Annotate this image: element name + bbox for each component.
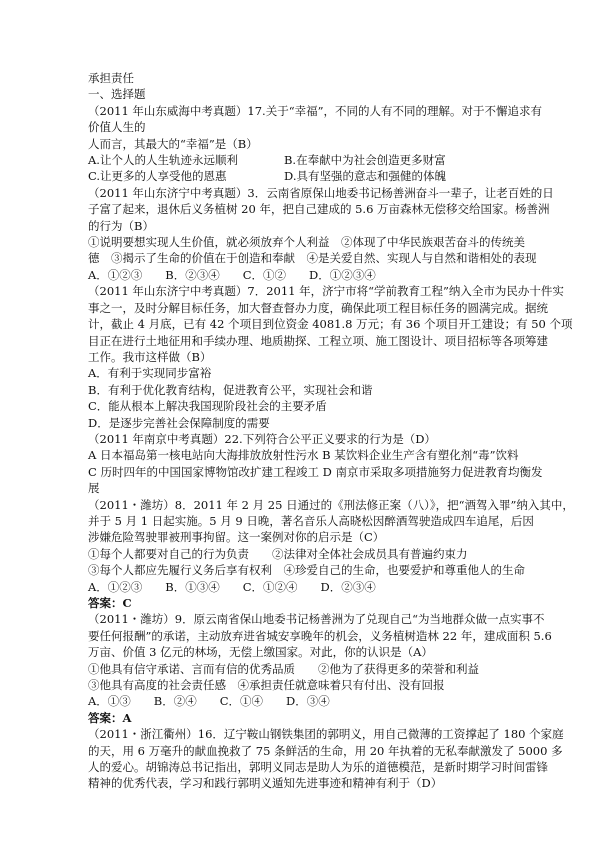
- question-5: [88, 497, 574, 612]
- question-line: （2011・潍坊）9．原云南省保山地委书记杨善洲为了兑现自己“为当地群众做一点实事不: [88, 612, 545, 627]
- question-line: 价值人生的: [88, 120, 146, 135]
- question-line: （2011 年南京中考真题）22.下列符合公平正义要求的行为是（D）: [88, 431, 436, 446]
- question-line: 涉嫌危险驾驶罪被刑事拘留。这一案例对你的启示是（C）: [88, 530, 385, 545]
- question-line: 的天，用 6 万毫升的献血挽救了 75 条鲜活的生命，用 20 年执着的无私奉献激发了 5000 多: [88, 743, 563, 758]
- option-line: A 日本福岛第一核电站向大海排放放射性污水 B 某饮料企业生产含有塑化剂“毒”饮料: [88, 448, 519, 463]
- statement-line: ①每个人都要对自己的行为负责 ②法律对全体社会成员具有普遍约束力: [88, 546, 468, 561]
- question-1: [88, 103, 542, 185]
- question-line: （2011 年山东威海中考真题）17.关于“幸福”，不同的人有不同的理解。对于不懈追求有: [88, 103, 542, 118]
- statement-line: ①他具有信守承诺、言而有信的优秀品质 ②他为了获得更多的荣誉和利益: [88, 661, 479, 676]
- question-line: （2011 年山东济宁中考真题）3．云南省原保山地委书记杨善洲奋斗一辈子，让老百姓的日: [88, 185, 554, 200]
- answer-line: 答案：A: [88, 710, 132, 725]
- question-line: 并于 5 月 1 日起实施。5 月 9 日晚，著名音乐人高晓松因醉酒驾驶造成四车追尾，后因: [88, 513, 534, 528]
- statement-line: ③他具有高度的社会责任感 ④承担责任就意味着只有付出、没有回报: [88, 678, 445, 693]
- option-line: C 历时四年的中国国家博物馆改扩建工程竣工 D 南京市采取多项措施努力促进教育均衡发: [88, 464, 543, 479]
- option-line: A．①②③ B．①③④ C．①②④ D．②③④: [88, 579, 376, 594]
- option-line: C.让更多的人享受他的恩惠 D.具有坚强的意志和强健的体魄: [88, 169, 447, 184]
- option-line: A．有利于实现同步富裕: [88, 366, 212, 381]
- option-line: 展: [88, 481, 100, 496]
- question-line: 人的爱心。胡锦涛总书记指出，郭明义同志是助人为乐的道德模范，是新时期学习时间雷锋: [88, 760, 548, 775]
- option-line: C．能从根本上解决我国现阶段社会的主要矛盾: [88, 399, 327, 414]
- statement-line: ③每个人都应先履行义务后享有权利 ④珍爱自己的生命，也要爱护和尊重他人的生命: [88, 563, 525, 578]
- question-line: （2011・浙江衢州）16．辽宁鞍山钢铁集团的郭明义，用自己微薄的工资撑起了 180 个家庭: [88, 727, 564, 742]
- section-heading: 一、选择题: [88, 87, 146, 102]
- question-line: （2011・潍坊）8．2011 年 2 月 25 日通过的《刑法修正案（八）》，把“酒驾入罪”纳入其中，: [88, 497, 574, 512]
- question-line: 的行为（B）: [88, 218, 154, 233]
- question-2: [88, 185, 554, 283]
- document-title: 承担责任: [88, 71, 134, 85]
- question-3: [88, 283, 573, 431]
- option-line: A．①③ B．②④ C．①④ D．③④: [88, 694, 330, 709]
- question-line: 工作。我市这样做（B）: [88, 349, 212, 364]
- question-line: 万亩、价值 3 亿元的林场，无偿上缴国家。对此，你的认识是（A）: [88, 645, 433, 660]
- question-line: 要任何报酬”的承诺，主动放弃进省城安享晚年的机会，义务植树造林 22 年，建成面积 5.6: [88, 628, 552, 643]
- option-line: D．是逐步完善社会保障制度的需要: [88, 415, 270, 430]
- question-7: [88, 726, 564, 792]
- question-line: 子富了起来，退休后义务植树 20 年，把自己建成的 5.6 万亩森林无偿移交给国家。杨善洲: [88, 202, 550, 217]
- option-line: B．有利于优化教育结构，促进教育公平，实现社会和谐: [88, 382, 373, 397]
- statement-line: 德 ③揭示了生命的价值在于创造和奉献 ④是关爱自然、实现人与自然和谐相处的表现: [88, 251, 537, 266]
- statement-line: ①说明要想实现人生价值，就必须放弃个人利益 ②体现了中华民族艰苦奋斗的传统美: [88, 235, 525, 250]
- question-line: 目正在进行土地征用和手续办理、地质勘探、工程立项、施工图设计、项目招标等各项筹建: [88, 333, 548, 348]
- document-page: [88, 70, 574, 792]
- option-line: A.让个人的人生轨迹永远顺利 B.在奉献中为社会创造更多财富: [88, 153, 446, 168]
- question-4: [88, 431, 543, 497]
- question-line: 人而言，其最大的“幸福”是（B）: [88, 136, 258, 151]
- question-line: 计，截止 4 月底，已有 42 个项目到位资金 4081.8 万元；有 36 个项目开工建设；有 50 个项: [88, 317, 573, 332]
- question-line: 事之一，及时分解目标任务，加大督查督办力度，确保此项工程目标任务的圆满完成。据统: [88, 300, 548, 315]
- answer-line: 答案：C: [88, 596, 132, 610]
- option-line: A．①②③ B．②③④ C．①② D．①②③④: [88, 267, 376, 282]
- question-6: [88, 611, 552, 726]
- question-line: 精神的优秀代表，学习和践行郭明义遁知先进事迹和精神有利于（D）: [88, 776, 443, 791]
- question-line: （2011 年山东济宁中考真题）7．2011 年，济宁市将“学前教育工程”纳入全市为民办十件实: [88, 284, 564, 299]
